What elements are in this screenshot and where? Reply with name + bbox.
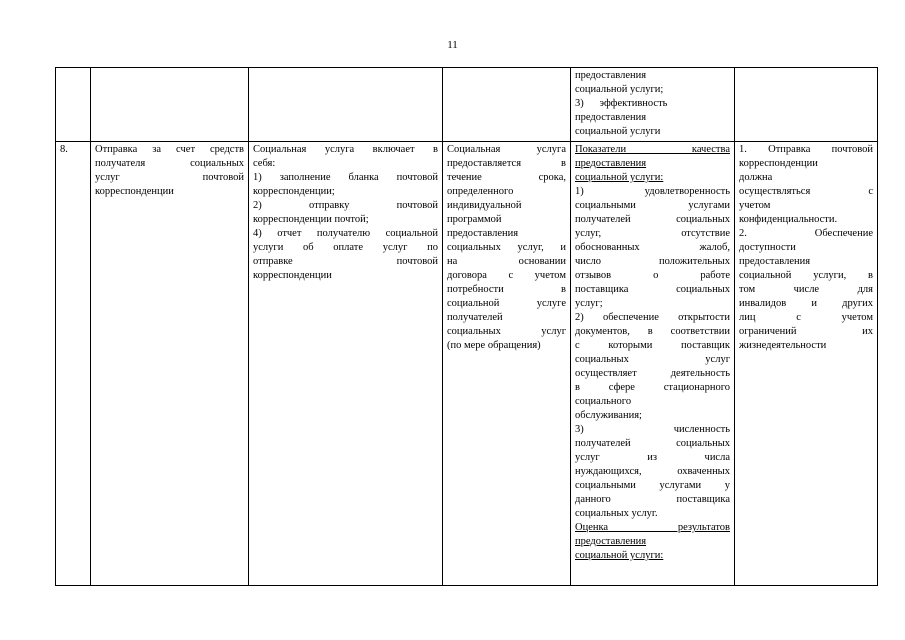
text-line: обоснованных жалоб, (575, 242, 730, 253)
text-line: Отправка за счет средств (95, 144, 244, 155)
page-number: 11 (447, 39, 458, 51)
text-line: социальных услуг (447, 326, 566, 337)
text-line: осуществляет деятельность (575, 368, 730, 379)
text-line: определенного (447, 186, 514, 197)
cell-service-term (443, 142, 571, 586)
text-line: социального (575, 396, 632, 407)
text-line: том числе для (739, 284, 873, 295)
text-line: 1) удовлетворенность (575, 186, 730, 197)
text-line: (по мере обращения) (447, 340, 541, 351)
text-line: 2. Обеспечение (739, 228, 873, 239)
text-line: отзывов о работе (575, 270, 730, 281)
text-line: социальной услуге (447, 298, 566, 309)
text-line: услуг; (575, 298, 603, 309)
cell-service-name (91, 142, 249, 586)
text-line: социальной услуги (575, 126, 661, 137)
text-line: 1) заполнение бланка почтовой (253, 172, 438, 183)
cell-term-empty (443, 68, 571, 142)
text-line: конфиденциальности. (739, 214, 838, 225)
text-line: данного поставщика (575, 494, 730, 505)
text-line: предоставления (575, 536, 647, 547)
text-line: 1. Отправка почтовой (739, 144, 873, 155)
text-line: жизнедеятельности (739, 340, 827, 351)
text-line: доступности (739, 242, 796, 253)
table-row-continuation (56, 68, 878, 142)
text-line: предоставления (575, 112, 647, 123)
text-line: на основании (447, 256, 566, 267)
text-line: предоставляется в (447, 158, 566, 169)
text-line: предоставления (575, 158, 647, 169)
text-line: число положительных (575, 256, 730, 267)
text-line: корреспонденции (95, 186, 174, 197)
cell-indicators-continued (571, 68, 735, 142)
text-line: социальной услуги: (575, 550, 664, 561)
text-line: получателей (447, 312, 503, 323)
services-table (55, 67, 878, 586)
cell-name-empty (91, 68, 249, 142)
text-line: социальной услуги; (575, 84, 664, 95)
text-line: Оценка результатов (575, 522, 730, 533)
text-line: корреспонденции (253, 270, 332, 281)
text-line: корреспонденции почтой; (253, 214, 369, 225)
text-line: корреспонденции; (253, 186, 335, 197)
cell-service-description (249, 142, 443, 586)
text-line: социальными услугами у (575, 480, 730, 491)
text-line: социальными услугами (575, 200, 730, 211)
cell-conditions-empty (735, 68, 878, 142)
text-line: программой (447, 214, 502, 225)
text-line: 3) численность (575, 424, 730, 435)
text-line: услуг почтовой (95, 172, 244, 183)
text-line: предоставления (739, 256, 811, 267)
text-line: получателя социальных (95, 158, 244, 169)
text-line: социальной услуги, в (739, 270, 873, 281)
text-line: нуждающихся, охваченных (575, 466, 730, 477)
text-line: документов, в соответствии (575, 326, 730, 337)
text-line: Социальная услуга включает в (253, 144, 438, 155)
text-line: социальных услуг. (575, 508, 658, 519)
text-line: 2) отправку почтовой (253, 200, 438, 211)
text-line: инвалидов и других (739, 298, 873, 309)
text-line: социальной услуги: (575, 172, 664, 183)
text-line: осуществляться с (739, 186, 873, 197)
text-line: отправке почтовой (253, 256, 438, 267)
text-line: потребности в (447, 284, 566, 295)
table-row-8 (56, 142, 878, 586)
text-line: услуг, отсутствие (575, 228, 730, 239)
text-line: 4) отчет получателю социальной (253, 228, 438, 239)
cell-description-empty (249, 68, 443, 142)
text-line: ограничений их (739, 326, 873, 337)
cell-num: 8. (56, 142, 91, 586)
text-line: 2) обеспечение открытости (575, 312, 730, 323)
text-line: поставщика социальных (575, 284, 730, 295)
text-line: предоставления (447, 228, 519, 239)
text-line: лиц с учетом (739, 312, 873, 323)
text-line: учетом (739, 200, 771, 211)
text-line: социальных услуг, и (447, 242, 566, 253)
cell-quality-indicators (571, 142, 735, 586)
text-line: услуги об оплате услуг по (253, 242, 438, 253)
text-line: в сфере стационарного (575, 382, 730, 393)
text-line: себя: (253, 158, 276, 169)
text-line: обслуживания; (575, 410, 642, 421)
text-line: договора с учетом (447, 270, 566, 281)
text-line: течение срока, (447, 172, 566, 183)
text-line: услуг из числа (575, 452, 730, 463)
text-line: с которыми поставщик (575, 340, 730, 351)
text-line: Показатели качества (575, 144, 730, 155)
text-line: корреспонденции (739, 158, 818, 169)
text-line: 3) эффективность (575, 98, 668, 109)
cell-conditions (735, 142, 878, 586)
text-line: предоставления (575, 70, 647, 81)
text-line: получателей социальных (575, 438, 730, 449)
text-line: должна (739, 172, 773, 183)
text-line: Социальная услуга (447, 144, 566, 155)
text-line: социальных услуг (575, 354, 730, 365)
text-line: индивидуальной (447, 200, 522, 211)
cell-num-empty (56, 68, 91, 142)
text-line: получателей социальных (575, 214, 730, 225)
